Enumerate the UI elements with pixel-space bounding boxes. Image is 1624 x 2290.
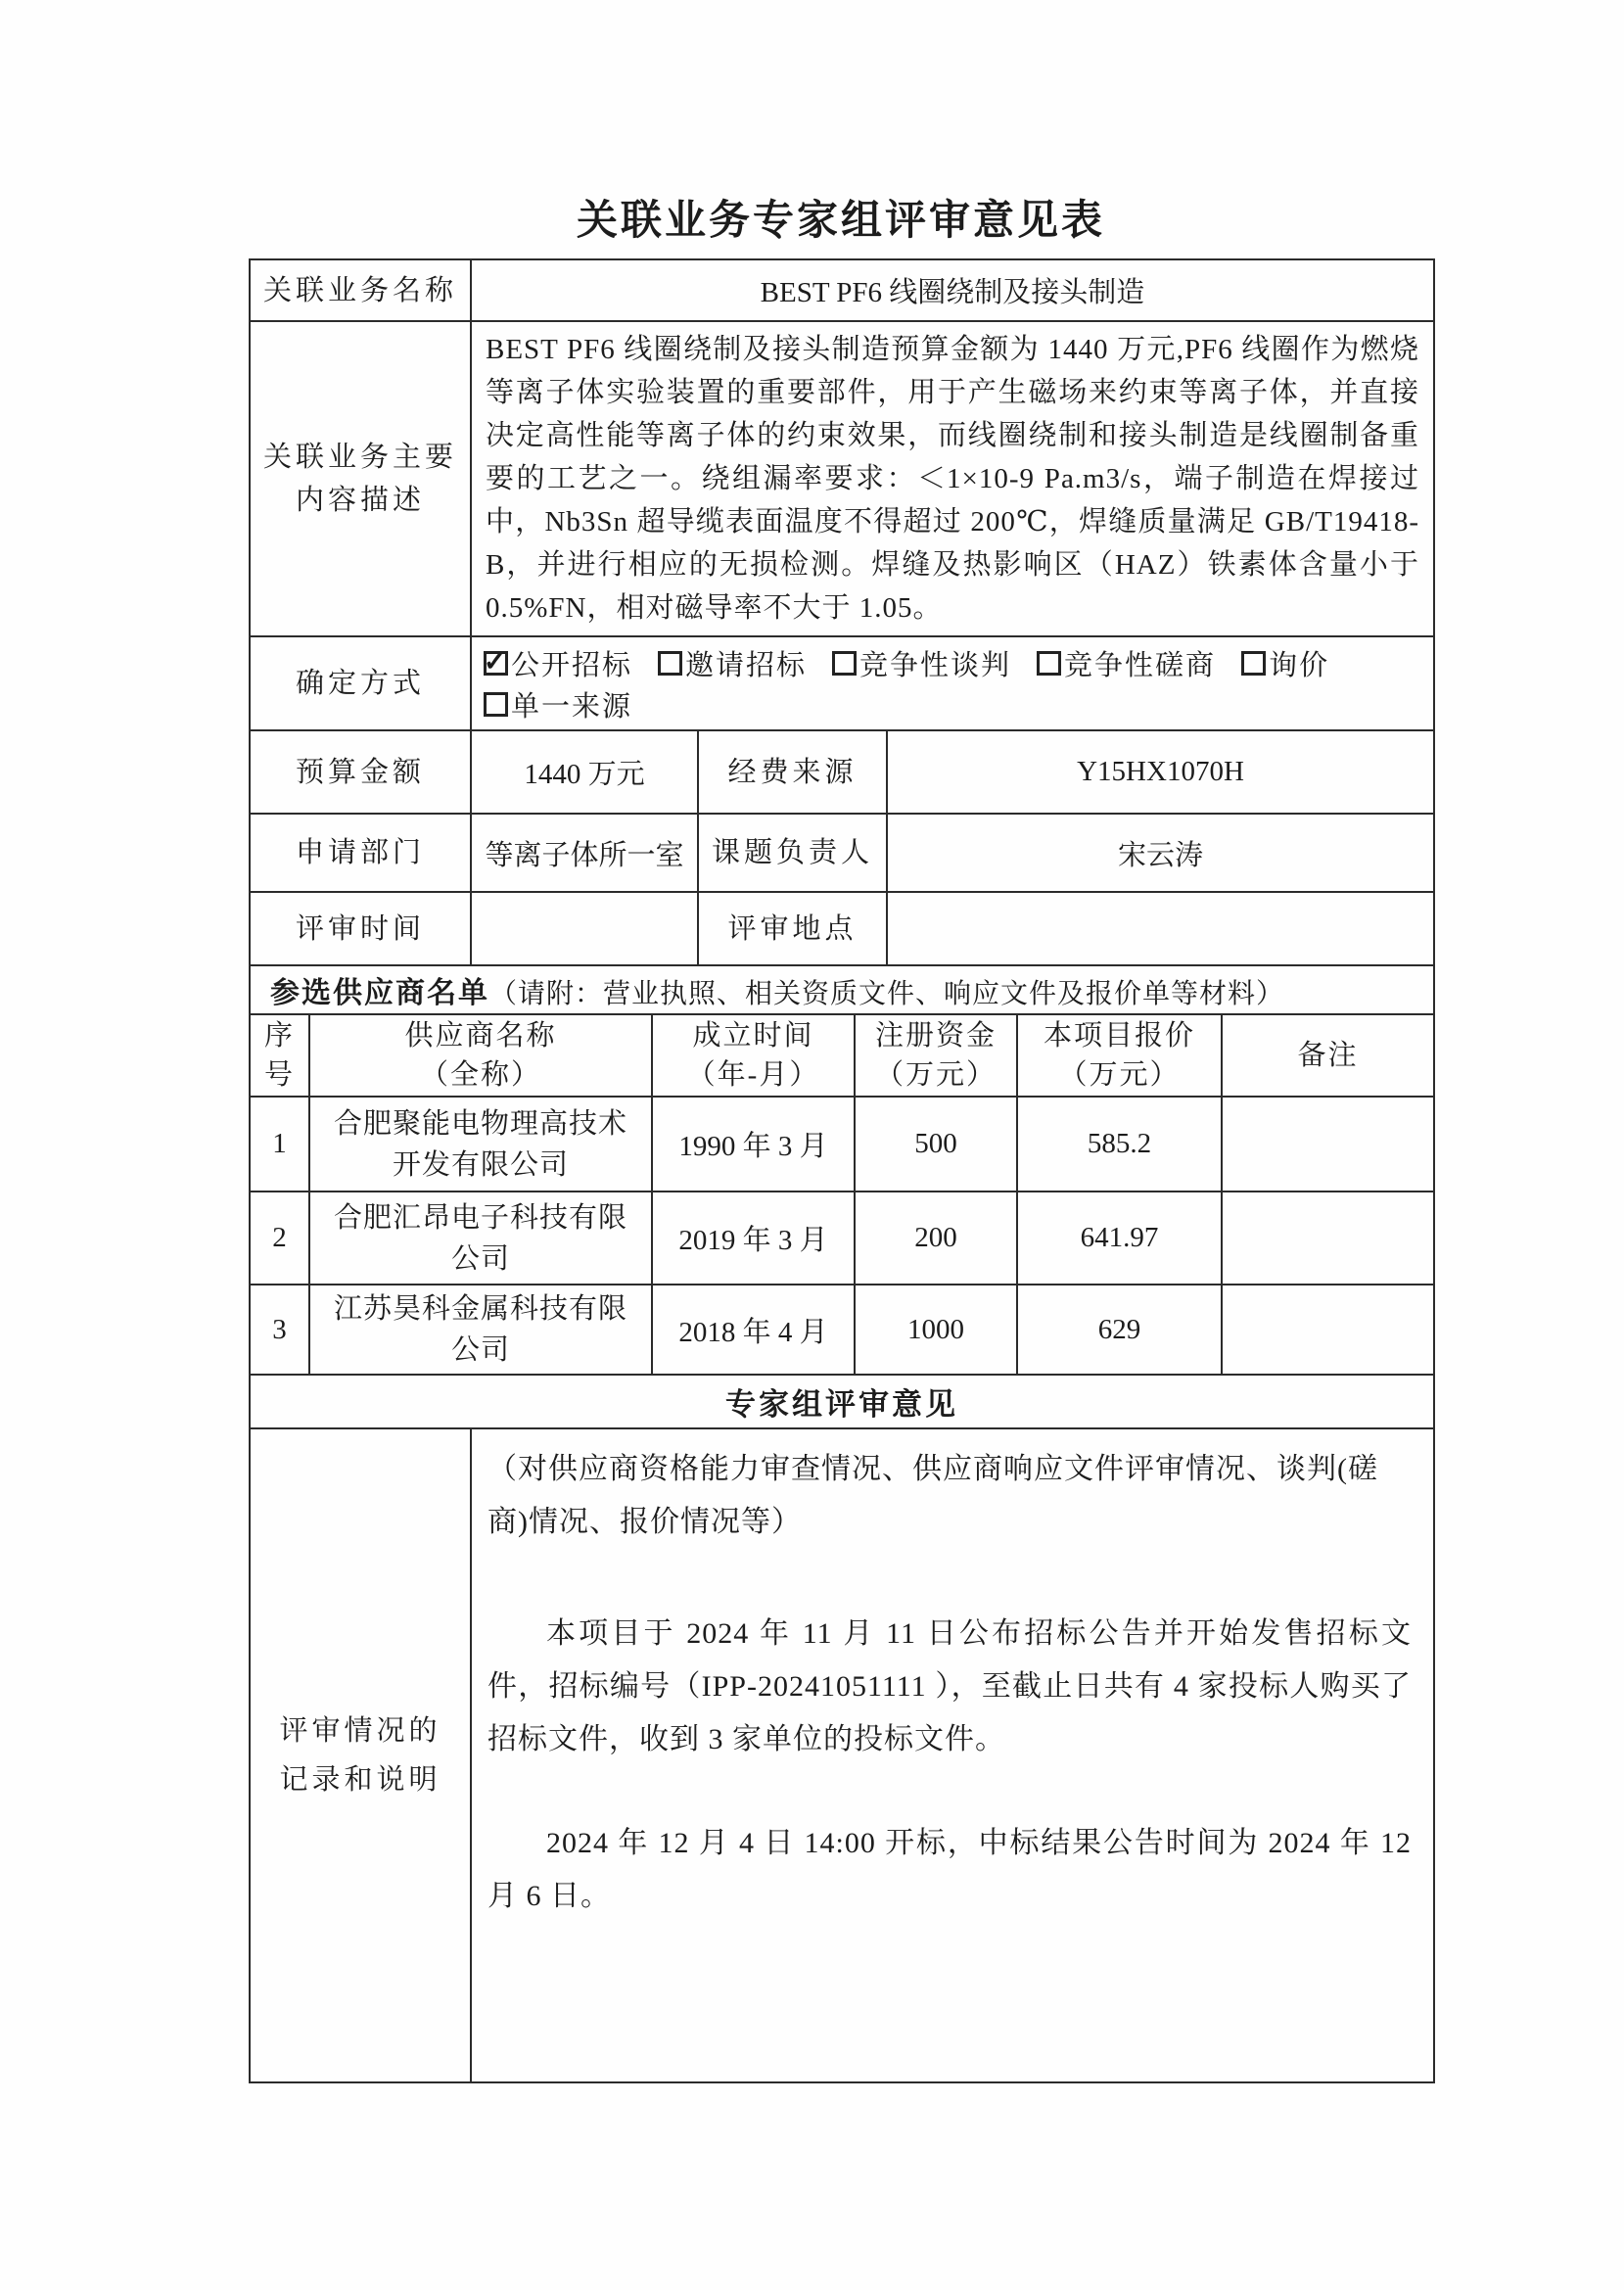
header-supplier-name [309, 1014, 652, 1097]
description-text: BEST PF6 线圈绕制及接头制造预算金额为 1440 万元,PF6 线圈作为燃烧等离子体实验装置的重要部件，用于产生磁场来约束等离子体，并直接决定高性能等离子体的约束效果，而线圈绕制和接头制造是线圈制备重要的工艺之一。绕组漏率要求：＜1×10-9 Pa.m3/s，端子制造在焊接过中，Nb3Sn 超导缆表面温度不得超过 200℃，焊缝质量满足 GB/T19418-B，并进行相应的无损检测。焊缝及热影响区（HAZ）铁素体含量小于 0.5%FN，相对磁导率不大于 1.05。 [471, 321, 1434, 636]
header-capital [855, 1014, 1017, 1097]
supplier-2-name: 合肥汇昂电子科技有限公司 [309, 1192, 652, 1285]
method-option-competitive-negotiation [832, 643, 1011, 683]
opinion-content [471, 1428, 1434, 2082]
header-capital-line1: 注册资金 [874, 1020, 997, 1052]
header-supplier-name-line2: （全称） [419, 1059, 541, 1091]
supplier-2-bid: 641.97 [1017, 1192, 1222, 1285]
supplier-1-name: 合肥聚能电物理高技术开发有限公司 [309, 1097, 652, 1192]
funding-label: 经费来源 [698, 730, 887, 814]
opinion-title-row [250, 1375, 1434, 1428]
supplier-3-no: 3 [250, 1285, 309, 1375]
opinion-paragraph-2: 2024 年 12 月 4 日 14:00 开标，中标结果公告时间为 2024 年 12 月 6 日。 [487, 1827, 1412, 1912]
method-option-open-tender-label: 公开招标 [511, 649, 633, 681]
supplier-3-remark [1222, 1285, 1434, 1375]
page-title: 关联业务专家组评审意见表 [576, 197, 1105, 243]
supplier-1-capital: 500 [855, 1097, 1017, 1192]
suppliers-header-row [250, 1014, 1434, 1097]
header-index-line2: 号 [263, 1059, 295, 1091]
opinion-section-title: 专家组评审意见 [250, 1375, 1434, 1428]
opinion-record-row [250, 1428, 1434, 2082]
method-option-competitive-negotiation-label: 竞争性谈判 [859, 649, 1012, 681]
supplier-1-no: 1 [250, 1097, 309, 1192]
record-label [250, 1428, 471, 2082]
description-row [250, 321, 1434, 636]
suppliers-section-title-bold: 参选供应商名单 [270, 977, 489, 1009]
table-row [250, 1192, 1434, 1285]
header-bid [1017, 1014, 1222, 1097]
opinion-paragraph-1: 本项目于 2024 年 11 月 11 日公布招标公告并开始发售招标文件，招标编号（IPP-20241051111 ），至截止日共有 4 家投标人购买了招标文件，收到 3 家单位的投标文件。 [487, 1617, 1412, 1755]
header-founded-line2: （年-月） [686, 1059, 820, 1091]
method-option-open-tender [484, 643, 632, 683]
header-founded-line1: 成立时间 [692, 1020, 814, 1052]
header-remark: 备注 [1222, 1014, 1434, 1097]
supplier-1-remark [1222, 1097, 1434, 1192]
supplier-3-name: 江苏昊科金属科技有限公司 [309, 1285, 652, 1375]
description-label [250, 321, 471, 636]
method-option-invited-tender [658, 643, 807, 683]
supplier-2-founded: 2019 年 3 月 [652, 1192, 855, 1285]
header-bid-line1: 本项目报价 [1043, 1020, 1195, 1052]
review-place-value [887, 892, 1434, 965]
review-place-label: 评审地点 [698, 892, 887, 965]
method-line-2 [484, 684, 1429, 724]
info-table [249, 258, 1435, 966]
document-content [249, 0, 1433, 2083]
checkbox-invited-tender-icon[interactable] [658, 651, 682, 676]
checkbox-competitive-negotiation-icon[interactable] [832, 651, 857, 676]
method-option-inquiry-label: 询价 [1269, 649, 1330, 681]
business-name-value: BEST PF6 线圈绕制及接头制造 [471, 259, 1434, 321]
supplier-3-founded: 2018 年 4 月 [652, 1285, 855, 1375]
checkbox-competitive-consultation-icon[interactable] [1037, 651, 1061, 676]
supplier-2-remark [1222, 1192, 1434, 1285]
supplier-2-no: 2 [250, 1192, 309, 1285]
supplier-3-capital: 1000 [855, 1285, 1017, 1375]
opinion-hint: （对供应商资格能力审查情况、供应商响应文件评审情况、谈判(磋商)情况、报价情况等） [487, 1453, 1378, 1538]
method-option-invited-tender-label: 邀请招标 [685, 649, 808, 681]
checkbox-open-tender-icon[interactable]: ✓ [483, 647, 509, 678]
description-label-line1: 关联业务主要 [262, 442, 457, 473]
review-time-label: 评审时间 [250, 892, 471, 965]
table-row [250, 1097, 1434, 1192]
department-value: 等离子体所一室 [471, 814, 698, 892]
review-time-value [471, 892, 698, 965]
method-option-competitive-consultation [1037, 643, 1216, 683]
suppliers-section-title [250, 965, 1434, 1014]
supplier-1-bid: 585.2 [1017, 1097, 1222, 1192]
record-label-line1: 评审情况的 [279, 1715, 441, 1747]
budget-row [250, 730, 1434, 814]
header-index [250, 1014, 309, 1097]
funding-value: Y15HX1070H [887, 730, 1434, 814]
method-option-single-source-label: 单一来源 [511, 690, 633, 723]
review-time-row [250, 892, 1434, 965]
header-founded [652, 1014, 855, 1097]
department-label: 申请部门 [250, 814, 471, 892]
suppliers-section-title-note: （请附：营业执照、相关资质文件、响应文件及报价单等材料） [489, 979, 1285, 1009]
department-row [250, 814, 1434, 892]
checkbox-single-source-icon[interactable] [484, 692, 508, 717]
suppliers-table [249, 964, 1435, 1376]
description-label-line2: 内容描述 [295, 485, 425, 516]
business-name-label: 关联业务名称 [250, 259, 471, 321]
business-name-row [250, 259, 1434, 321]
checkbox-inquiry-icon[interactable] [1241, 651, 1266, 676]
supplier-3-bid: 629 [1017, 1285, 1222, 1375]
supplier-1-founded: 1990 年 3 月 [652, 1097, 855, 1192]
supplier-2-capital: 200 [855, 1192, 1017, 1285]
method-options [471, 636, 1434, 730]
opinion-table [249, 1374, 1435, 2083]
method-option-competitive-consultation-label: 竞争性磋商 [1064, 649, 1217, 681]
header-bid-line2: （万元） [1058, 1059, 1181, 1091]
budget-value: 1440 万元 [471, 730, 698, 814]
table-row [250, 1285, 1434, 1375]
header-supplier-name-line1: 供应商名称 [404, 1020, 557, 1052]
leader-value: 宋云涛 [887, 814, 1434, 892]
header-capital-line2: （万元） [874, 1059, 997, 1091]
header-index-line1: 序 [263, 1020, 295, 1052]
method-label: 确定方式 [250, 636, 471, 730]
method-option-single-source [484, 684, 632, 724]
record-label-line2: 记录和说明 [279, 1764, 441, 1796]
method-line-1 [484, 643, 1429, 682]
leader-label: 课题负责人 [698, 814, 887, 892]
method-row [250, 636, 1434, 730]
suppliers-section-title-row [250, 965, 1434, 1014]
method-option-inquiry [1241, 643, 1329, 683]
budget-label: 预算金额 [250, 730, 471, 814]
